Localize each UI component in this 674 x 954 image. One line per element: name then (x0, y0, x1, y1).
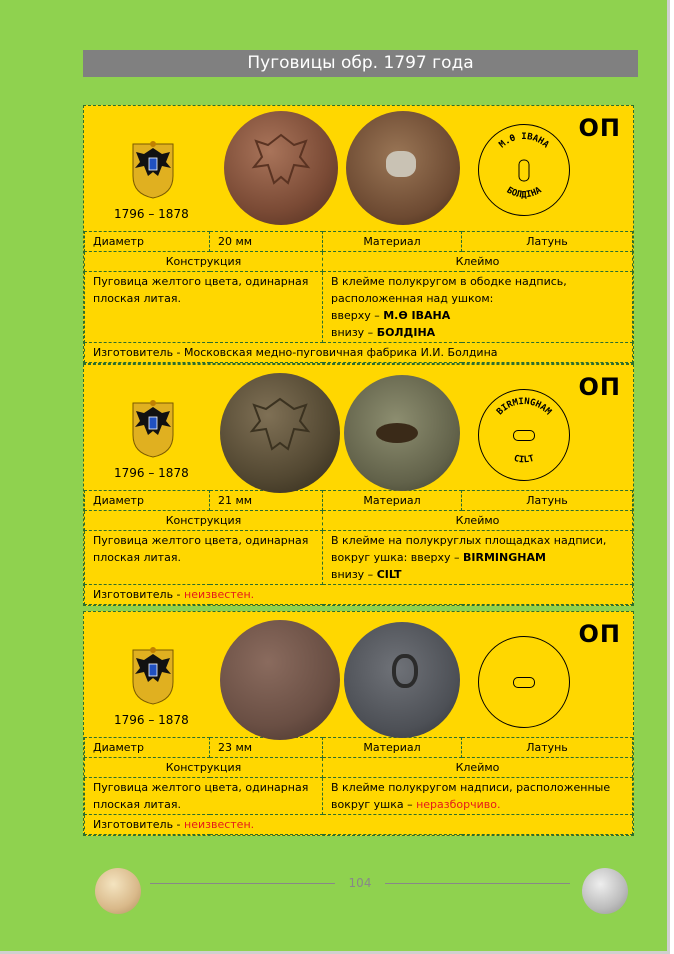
years-label: 1796 – 1878 (114, 207, 189, 221)
footer-divider-right (385, 883, 570, 884)
diameter-value: 23 мм (210, 738, 323, 758)
svg-text:БОЛДІНА (505, 185, 544, 200)
coat-of-arms-icon (130, 136, 176, 200)
stamp-drawing (478, 636, 570, 728)
button-card-2 (83, 364, 634, 606)
button-back-image (346, 111, 460, 225)
button-front-image (220, 620, 340, 740)
op-label: ОП (578, 620, 621, 648)
material-label: Материал (323, 232, 462, 252)
maker-text: Изготовитель - неизвестен. (85, 585, 633, 605)
button-back-image (344, 622, 460, 738)
construction-header: Конструкция (85, 511, 323, 531)
material-value: Латунь (462, 738, 633, 758)
diameter-label: Диаметр (85, 232, 210, 252)
stamp-drawing (478, 389, 570, 481)
stamp-bottom-text: БОЛДІНА (504, 185, 544, 201)
svg-text:М.Ѳ ІВАНА (497, 132, 551, 151)
stamp-header: Клеймо (323, 252, 633, 272)
stamp-description: В клейме полукругом в ободке надпись, расположенная над ушком: вверху – М.Ѳ ІВАНА внизу – БОЛДІНА (323, 272, 633, 343)
card-images (84, 365, 633, 490)
footer-medal-right-icon (582, 868, 628, 914)
op-label: ОП (578, 373, 621, 401)
years-label: 1796 – 1878 (114, 713, 189, 727)
stamp-drawing (478, 124, 570, 216)
construction-text: Пуговица желтого цвета, одинарная плоская литая. (85, 778, 323, 815)
button-card-1 (83, 105, 634, 364)
stamp-description: В клейме на полукруглых площадках надписи, вокруг ушка: вверху – BIRMINGHAM внизу – CILT (323, 531, 633, 585)
construction-text: Пуговица желтого цвета, одинарная плоская литая. (85, 531, 323, 585)
stamp-header: Клеймо (323, 758, 633, 778)
coat-of-arms-icon (130, 395, 176, 459)
construction-header: Конструкция (85, 252, 323, 272)
card-images (84, 612, 633, 737)
footer-medal-left-icon (95, 868, 141, 914)
footer-divider-left (150, 883, 335, 884)
material-label: Материал (323, 738, 462, 758)
diameter-value: 21 мм (210, 491, 323, 511)
spec-table (84, 231, 633, 363)
construction-header: Конструкция (85, 758, 323, 778)
svg-text:CILT (513, 454, 536, 466)
button-front-image (224, 111, 338, 225)
material-value: Латунь (462, 232, 633, 252)
shank-loop-icon (519, 160, 530, 182)
stamp-bottom-text: CILT (512, 453, 536, 466)
shank-loop-icon (513, 677, 535, 688)
button-back-image (344, 375, 460, 491)
stamp-header: Клеймо (323, 511, 633, 531)
page-title: Пуговицы обр. 1797 года (83, 50, 638, 77)
maker-text: Изготовитель - неизвестен. (85, 815, 633, 835)
construction-text: Пуговица желтого цвета, одинарная плоская литая. (85, 272, 323, 343)
op-label: ОП (578, 114, 621, 142)
diameter-value: 20 мм (210, 232, 323, 252)
stamp-top-text: BIRMINGHAM (495, 396, 553, 418)
maker-text: Изготовитель - Московская медно-пуговичная фабрика И.И. Болдина (85, 343, 633, 363)
years-label: 1796 – 1878 (114, 466, 189, 480)
coat-of-arms-icon (130, 642, 176, 706)
diameter-label: Диаметр (85, 491, 210, 511)
diameter-label: Диаметр (85, 738, 210, 758)
svg-text:BIRMINGHAM (495, 397, 553, 418)
page-number: 104 (348, 876, 372, 890)
stamp-top-text: М.Ѳ ІВАНА (497, 132, 551, 151)
stamp-description: В клейме полукругом надписи, расположенные вокруг ушка – неразборчиво. (323, 778, 633, 815)
card-images (84, 106, 633, 231)
button-front-image (220, 373, 340, 493)
button-card-3 (83, 611, 634, 836)
spec-table (84, 737, 633, 835)
shank-loop-icon (513, 430, 535, 441)
material-value: Латунь (462, 491, 633, 511)
spec-table (84, 490, 633, 605)
material-label: Материал (323, 491, 462, 511)
